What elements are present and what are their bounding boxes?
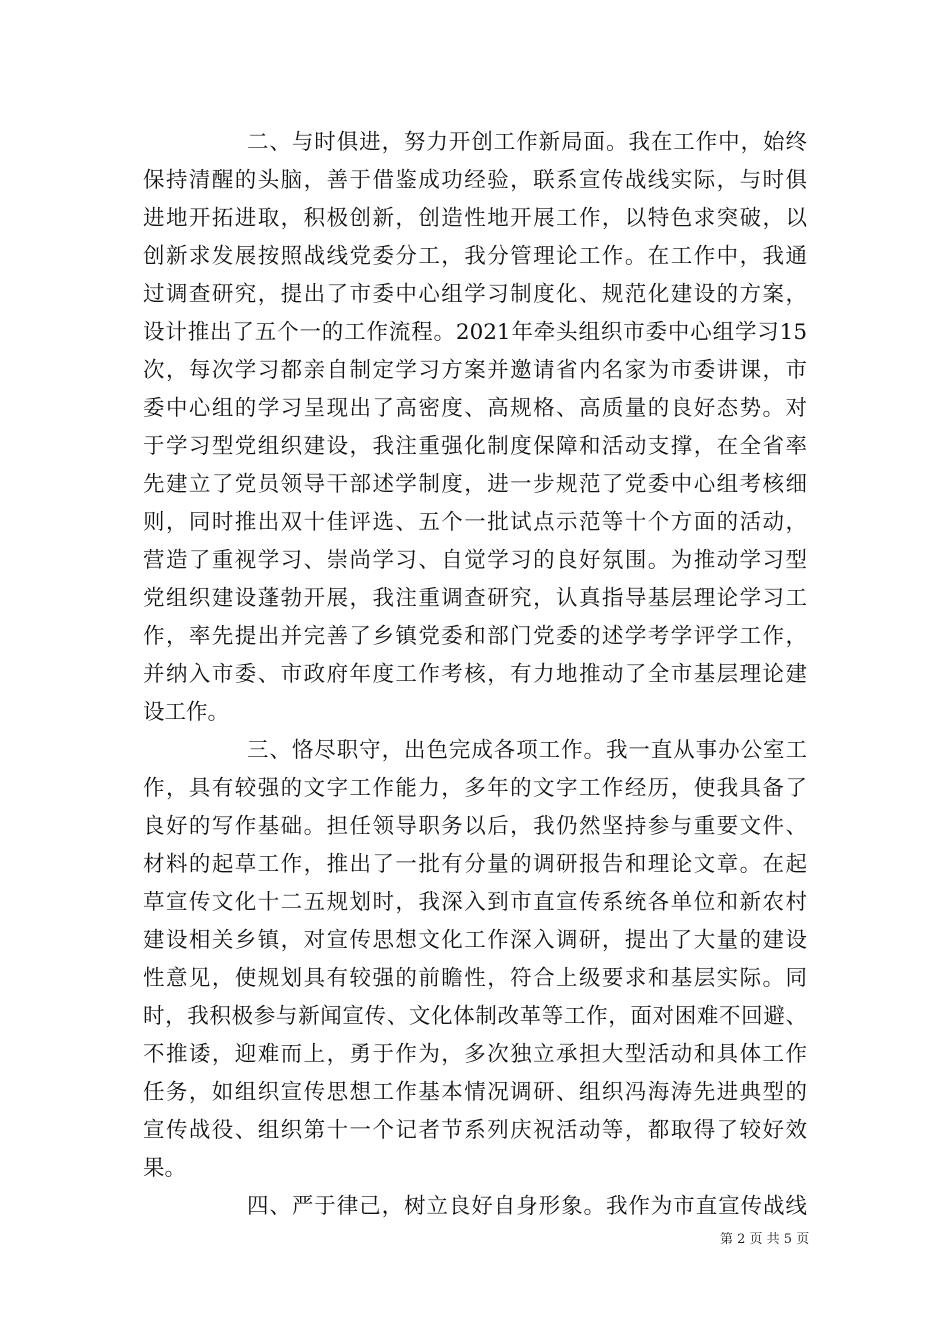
paragraph-self-discipline (143, 1188, 807, 1226)
paragraph-line: 创新求发展按照战线党委分工，我分管理论工作。在工作中，我通 (143, 244, 807, 269)
paragraph-line: 并纳入市委、市政府年度工作考核，有力地推动了全市基层理论建 (143, 662, 807, 687)
paragraph-innovation (143, 124, 807, 732)
paragraph-line: 材料的起草工作，推出了一批有分量的调研报告和理论文章。在起 (143, 852, 807, 877)
paragraph-line: 不推诿，迎难而上，勇于作为，多次独立承担大型活动和具体工作 (143, 1042, 807, 1067)
paragraph-line: 过调查研究，提出了市委中心组学习制度化、规范化建设的方案， (143, 282, 807, 307)
paragraph-line: 党组织建设蓬勃开展，我注重调查研究，认真指导基层理论学习工 (143, 586, 807, 611)
paragraph-line: 设工作。 (143, 700, 230, 725)
paragraph-line: 营造了重视学习、崇尚学习、自觉学习的良好氛围。为推动学习型 (143, 548, 807, 573)
paragraph-line: 二、与时俱进，努力开创工作新局面。我在工作中，始终 (247, 130, 807, 155)
paragraph-line: 果。 (143, 1156, 187, 1181)
paragraph-line: 作，率先提出并完善了乡镇党委和部门党委的述学考学评学工作， (143, 624, 807, 649)
paragraph-line: 建设相关乡镇，对宣传思想文化工作深入调研，提出了大量的建设 (143, 928, 807, 953)
paragraph-line: 宣传战役、组织第十一个记者节系列庆祝活动等，都取得了较好效 (143, 1118, 807, 1143)
paragraph-line: 先建立了党员领导干部述学制度，进一步规范了党委中心组考核细 (143, 472, 807, 497)
paragraph-line: 保持清醒的头脑，善于借鉴成功经验，联系宣传战线实际，与时俱 (143, 168, 807, 193)
paragraph-line: 三、恪尽职守，出色完成各项工作。我一直从事办公室工 (247, 738, 807, 763)
page-number-footer: 第 2 页 共 5 页 (720, 1232, 810, 1247)
paragraph-duties (143, 732, 807, 1188)
paragraph-line: 进地开拓进取，积极创新，创造性地开展工作，以特色求突破，以 (143, 206, 807, 231)
paragraph-line: 设计推出了五个一的工作流程。2021年牵头组织市委中心组学习15 (143, 320, 807, 345)
paragraph-line: 良好的写作基础。担任领导职务以后，我仍然坚持参与重要文件、 (143, 814, 807, 839)
paragraph-line: 则，同时推出双十佳评选、五个一批试点示范等十个方面的活动， (143, 510, 807, 535)
paragraph-line: 时，我积极参与新闻宣传、文化体制改革等工作，面对困难不回避、 (143, 1004, 807, 1029)
document-body (143, 124, 807, 1226)
paragraph-line: 作，具有较强的文字工作能力，多年的文字工作经历，使我具备了 (143, 776, 807, 801)
paragraph-line: 任务，如组织宣传思想工作基本情况调研、组织冯海涛先进典型的 (143, 1080, 807, 1105)
paragraph-line: 四、严于律己，树立良好自身形象。我作为市直宣传战线 (247, 1194, 807, 1219)
paragraph-line: 性意见，使规划具有较强的前瞻性，符合上级要求和基层实际。同 (143, 966, 807, 991)
paragraph-line: 草宣传文化十二五规划时，我深入到市直宣传系统各单位和新农村 (143, 890, 807, 915)
paragraph-line: 于学习型党组织建设，我注重强化制度保障和活动支撑，在全省率 (143, 434, 807, 459)
paragraph-line: 委中心组的学习呈现出了高密度、高规格、高质量的良好态势。对 (143, 396, 807, 421)
paragraph-line: 次，每次学习都亲自制定学习方案并邀请省内名家为市委讲课，市 (143, 358, 807, 383)
